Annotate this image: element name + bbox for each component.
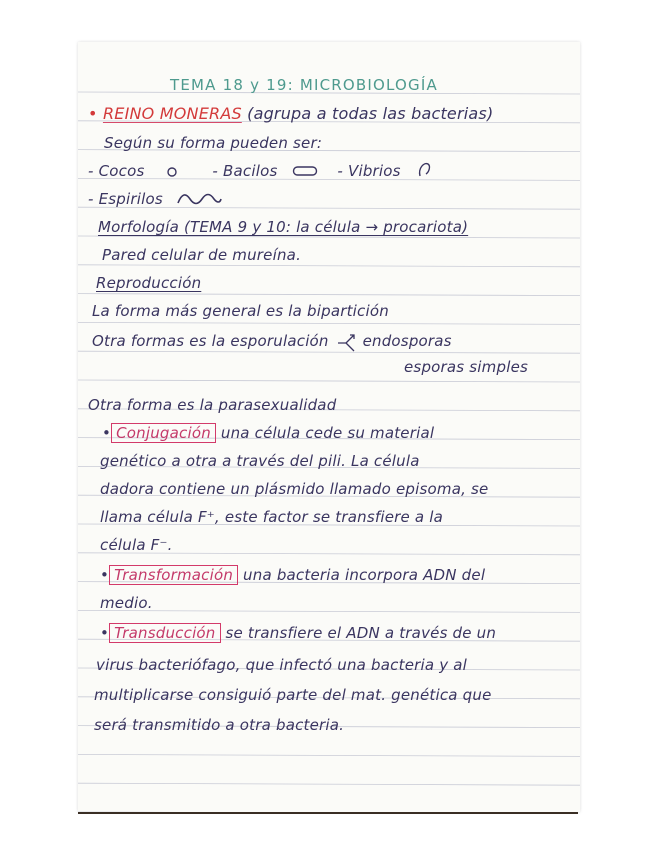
forms-row xyxy=(88,160,432,180)
branch-arrow-icon xyxy=(336,332,358,354)
coccus-icon xyxy=(167,162,177,180)
bullet: • xyxy=(100,624,110,642)
espirilos-label: - Espirilos xyxy=(88,190,163,208)
conjugation-line-3: dadora contiene un plásmido llamado episoma, se xyxy=(100,480,489,498)
reproduction-label: Reproducción xyxy=(96,274,202,292)
bacilos-label: - Bacilos xyxy=(212,162,278,180)
conjugation-text-1: una célula cede su material xyxy=(220,424,435,442)
section-heading: REINO MONERAS xyxy=(102,104,242,123)
conjugation-line-1 xyxy=(102,424,434,442)
vibrios-label: - Vibrios xyxy=(337,162,401,180)
rule-line xyxy=(78,322,580,324)
bacillus-icon xyxy=(292,162,318,180)
transformation-line-1 xyxy=(100,566,485,584)
rule-line xyxy=(78,783,580,785)
rule-line xyxy=(78,380,580,382)
spirillum-icon xyxy=(176,190,222,208)
forms-intro: Según su forma pueden ser: xyxy=(104,134,323,152)
cell-wall-line: Pared celular de mureína. xyxy=(102,246,302,264)
page-title: TEMA 18 y 19: MICROBIOLOGÍA xyxy=(170,76,438,94)
morphology-text: Morfología (TEMA 9 y 10: la célula → procariota) xyxy=(98,218,469,236)
sporulation-line xyxy=(92,332,452,354)
transduction-line-2: virus bacteriófago, que infectó una bacteria y al xyxy=(96,656,468,674)
transduction-line-4: será transmitido a otra bacteria. xyxy=(94,716,345,734)
transformation-label: Transformación xyxy=(109,565,238,585)
notebook-page xyxy=(78,42,580,812)
heading-note: (agrupa a todas las bacterias) xyxy=(247,104,494,123)
conjugation-line-5: célula F⁻. xyxy=(100,536,173,554)
rule-line xyxy=(78,754,580,756)
endosporas-label: endosporas xyxy=(362,332,452,350)
bipartition-line: La forma más general es la bipartición xyxy=(92,302,389,320)
espirilos-row xyxy=(88,190,222,208)
heading-bullet: • xyxy=(88,104,98,123)
rule-line xyxy=(78,265,580,267)
transduction-label: Transducción xyxy=(109,623,220,643)
conjugation-label: Conjugación xyxy=(111,423,216,443)
sporulation-text: Otra formas es la esporulación xyxy=(92,332,329,350)
rule-line xyxy=(78,610,580,612)
conjugation-line-4: llama célula F⁺, este factor se transfiere a la xyxy=(100,508,444,526)
morphology-line xyxy=(98,218,468,236)
transduction-line-3: multiplicarse consiguió parte del mat. genética que xyxy=(94,686,492,704)
transduction-line-1 xyxy=(100,624,496,642)
rule-line xyxy=(78,294,580,296)
transformation-text-1: una bacteria incorpora ADN del xyxy=(243,566,486,584)
transduction-text-1: se transfiere el ADN a través de un xyxy=(225,624,497,642)
heading-line xyxy=(88,104,493,123)
vibrio-icon xyxy=(416,160,432,180)
simple-spores-label: esporas simples xyxy=(404,358,529,376)
cocos-label: - Cocos xyxy=(88,162,145,180)
parasexuality-line: Otra forma es la parasexualidad xyxy=(88,396,337,414)
reproduction-heading xyxy=(96,274,201,292)
bullet: • xyxy=(100,566,110,584)
conjugation-line-2: genético a otra a través del pili. La célula xyxy=(100,452,420,470)
bullet: • xyxy=(102,424,112,442)
rule-line xyxy=(78,236,580,238)
transformation-line-2: medio. xyxy=(100,594,153,612)
